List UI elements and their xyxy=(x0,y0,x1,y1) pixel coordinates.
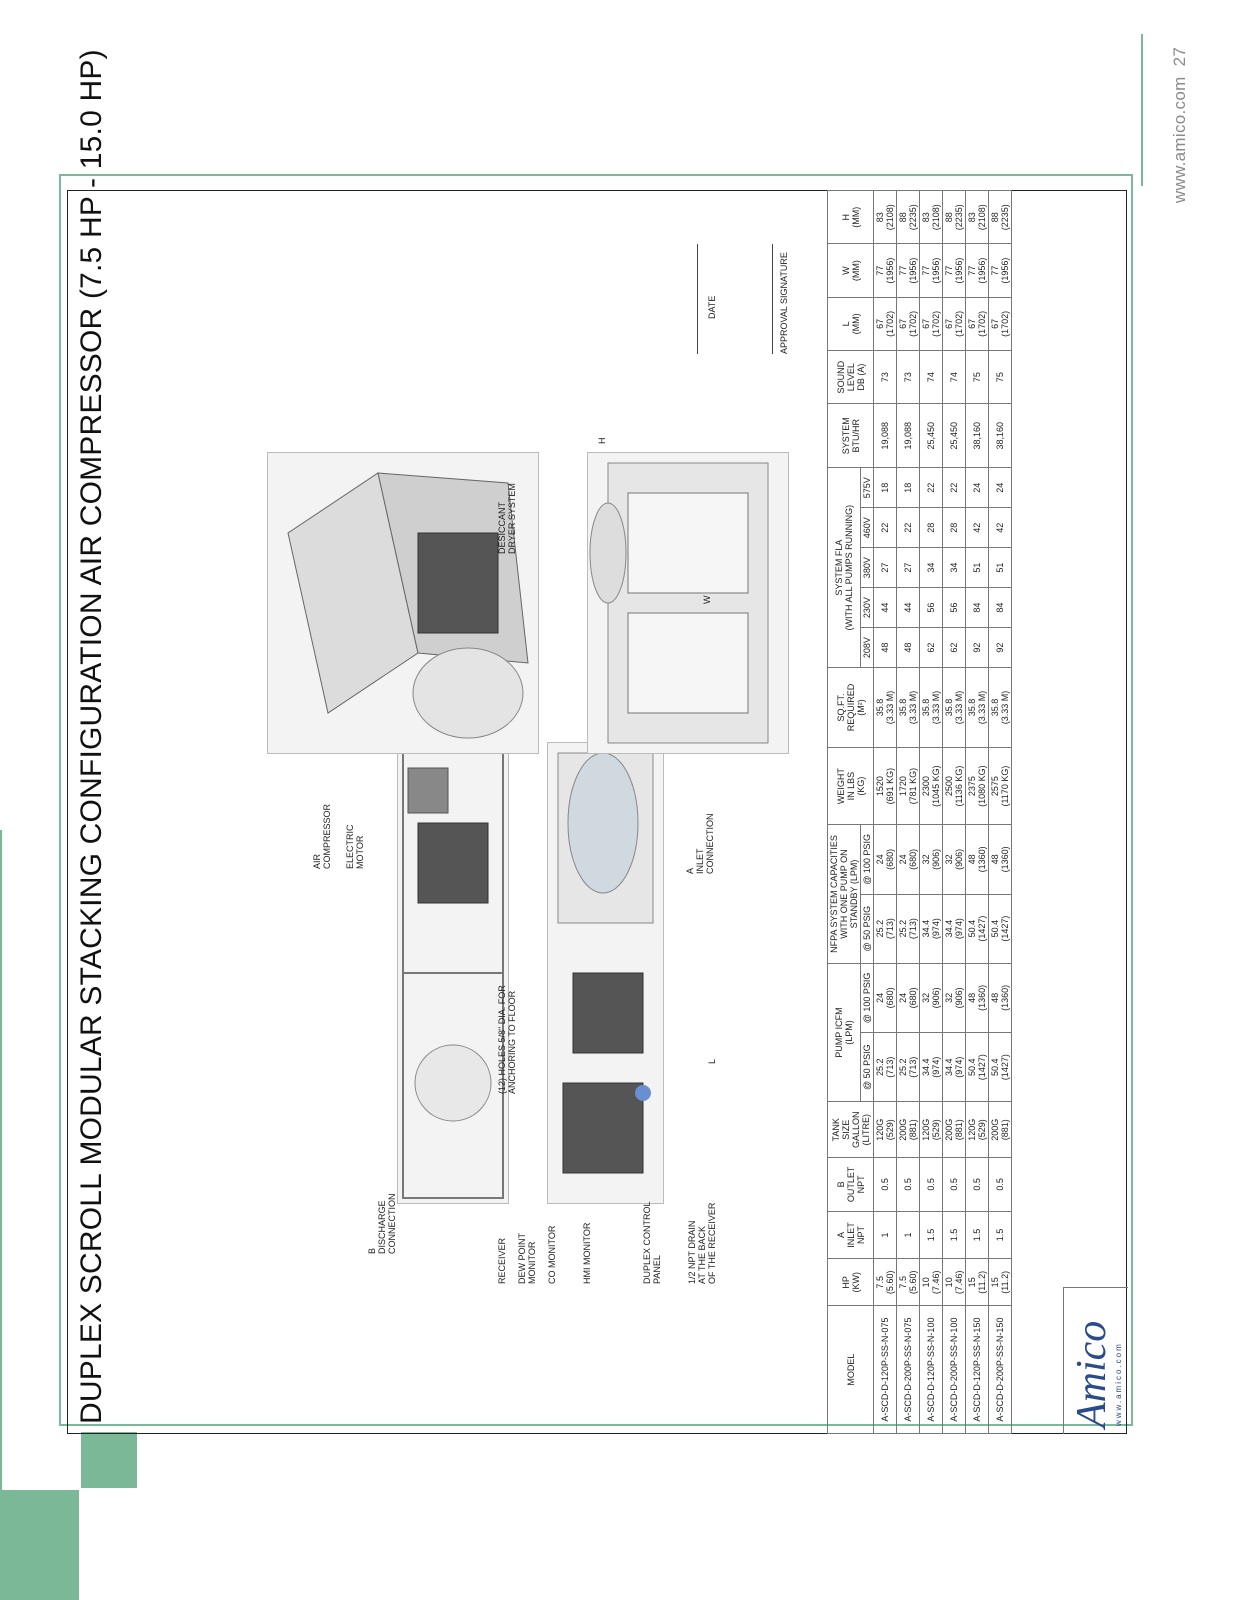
cell-btu: 38,160 xyxy=(989,404,1012,468)
cell-v575: 22 xyxy=(943,468,966,508)
cell-v575: 22 xyxy=(920,468,943,508)
cell-n50: 25.2 (713) xyxy=(897,894,920,963)
cell-v230: 56 xyxy=(943,588,966,628)
cell-v208: 92 xyxy=(966,628,989,668)
cell-v380: 51 xyxy=(966,548,989,588)
cell-inlet: 1.5 xyxy=(920,1211,943,1259)
cell-p100: 48 (1360) xyxy=(966,963,989,1032)
cell-weight: 2575 (1170 KG) xyxy=(989,747,1012,824)
cell-btu: 19,088 xyxy=(874,404,897,468)
cell-p50: 50.4 (1427) xyxy=(989,1033,1012,1102)
th-fla: SYSTEM FLA (WITH ALL PUMPS RUNNING) xyxy=(828,468,861,668)
cell-h: 83 (2108) xyxy=(874,191,897,244)
cell-btu: 19,088 xyxy=(897,404,920,468)
th-nfpa-50: @ 50 PSIG xyxy=(861,894,874,963)
cell-inlet: 1 xyxy=(897,1211,920,1259)
cell-sqft: 35.8 (3.33 M) xyxy=(897,668,920,748)
cell-p100: 48 (1360) xyxy=(989,963,1012,1032)
cell-h: 88 (2235) xyxy=(897,191,920,244)
dimension-l: L xyxy=(707,1058,717,1064)
cell-sqft: 35.8 (3.33 M) xyxy=(920,668,943,748)
cell-w: 77 (1956) xyxy=(874,244,897,297)
drawing-title: DUPLEX SCROLL MODULAR STACKING CONFIGURATION AIR COMPRESSOR (7.5 HP - 15.0 HP) xyxy=(75,49,108,1424)
cell-weight: 2300 (1045 KG) xyxy=(920,747,943,824)
cell-p50: 34.4 (974) xyxy=(920,1033,943,1102)
cell-w: 77 (1956) xyxy=(966,244,989,297)
front-view-drawing xyxy=(397,742,509,1204)
cell-weight: 1520 (691 KG) xyxy=(874,747,897,824)
cell-v208: 62 xyxy=(920,628,943,668)
label-co-monitor: CO MONITOR xyxy=(547,1225,557,1284)
top-right-vertical-rule xyxy=(1141,34,1143,186)
left-vertical-rule xyxy=(0,830,2,1600)
specifications-table-body xyxy=(874,191,1012,1434)
cell-v230: 56 xyxy=(920,588,943,628)
th-hp: HP (KW) xyxy=(828,1259,874,1306)
dimension-h: H xyxy=(597,437,607,444)
decorative-block-small xyxy=(81,1432,137,1488)
cell-model: A-SCD-D-120P-SS-N-075 xyxy=(874,1306,897,1434)
cell-v460: 28 xyxy=(943,508,966,548)
cell-v380: 27 xyxy=(897,548,920,588)
cell-inlet: 1 xyxy=(874,1211,897,1259)
th-pump: PUMP ICFM (LPM) xyxy=(828,963,861,1102)
cell-inlet: 1.5 xyxy=(989,1211,1012,1259)
label-discharge-connection: B DISCHARGE CONNECTION xyxy=(367,1193,397,1254)
table-row xyxy=(897,191,920,1434)
rotated-drawing-sheet xyxy=(67,49,1127,1434)
cell-btu: 25,450 xyxy=(943,404,966,468)
table-row xyxy=(874,191,897,1434)
th-tank: TANK SIZE GALLON (LITRE) xyxy=(828,1102,874,1158)
label-anchor-holes: (12) HOLES 5/8" DIA. FOR ANCHORING TO FLOOR xyxy=(497,985,517,1094)
label-electric-motor: ELECTRIC MOTOR xyxy=(345,824,365,869)
label-drain: 1/2 NPT DRAIN AT THE BACK OF THE RECEIVER xyxy=(687,1202,717,1284)
rear-view-illustration xyxy=(588,453,788,753)
cell-sound: 75 xyxy=(989,351,1012,404)
cell-sound: 73 xyxy=(897,351,920,404)
cell-w: 77 (1956) xyxy=(989,244,1012,297)
cell-p100: 32 (906) xyxy=(920,963,943,1032)
cell-p50: 50.4 (1427) xyxy=(966,1033,989,1102)
cell-sqft: 35.8 (3.33 M) xyxy=(989,668,1012,748)
cell-hp: 7.5 (5.60) xyxy=(897,1259,920,1306)
cell-weight: 1720 (781 KG) xyxy=(897,747,920,824)
th-sqft: SQ.FT. REQUIRED (M²) xyxy=(828,668,874,748)
th-pump-100: @ 100 PSIG xyxy=(861,963,874,1032)
label-air-compressor: AIR COMPRESSOR xyxy=(312,803,332,869)
cell-v460: 22 xyxy=(874,508,897,548)
table-row xyxy=(920,191,943,1434)
label-hmi-monitor: HMI MONITOR xyxy=(582,1222,592,1284)
website-page-header xyxy=(1170,47,1190,203)
decorative-block-large xyxy=(0,1490,79,1600)
cell-n100: 48 (1360) xyxy=(989,825,1012,894)
front-view-illustration xyxy=(398,743,508,1203)
th-model: MODEL xyxy=(828,1306,874,1434)
cell-v575: 24 xyxy=(966,468,989,508)
cell-p100: 24 (680) xyxy=(874,963,897,1032)
cell-model: A-SCD-D-200P-SS-N-150 xyxy=(989,1306,1012,1434)
th-w: W (MM) xyxy=(828,244,874,297)
cell-l: 67 (1702) xyxy=(966,297,989,350)
cell-outlet: 0.5 xyxy=(989,1158,1012,1211)
cell-sound: 74 xyxy=(920,351,943,404)
th-nfpa: NFPA SYSTEM CAPACITIES WITH ONE PUMP ON STANDBY (LPM) xyxy=(828,825,861,964)
cell-l: 67 (1702) xyxy=(989,297,1012,350)
cell-n50: 50.4 (1427) xyxy=(989,894,1012,963)
cell-v575: 24 xyxy=(989,468,1012,508)
label-desiccant-dryer: DESICCANT DRYER SYSTEM xyxy=(497,483,517,554)
cell-n100: 24 (680) xyxy=(897,825,920,894)
cell-hp: 15 (11.2) xyxy=(989,1259,1012,1306)
cell-v460: 28 xyxy=(920,508,943,548)
cell-v380: 27 xyxy=(874,548,897,588)
th-outlet: B OUTLET NPT xyxy=(828,1158,874,1211)
th-weight: WEIGHT IN LBS (KG) xyxy=(828,747,874,824)
amico-logo-url: www.amico.com xyxy=(1114,1342,1123,1426)
cell-n100: 32 (906) xyxy=(920,825,943,894)
table-header-row xyxy=(828,191,861,1434)
cell-v230: 84 xyxy=(966,588,989,628)
cell-v230: 44 xyxy=(874,588,897,628)
th-575v: 575V xyxy=(861,468,874,508)
cell-tank: 120G (529) xyxy=(966,1102,989,1158)
cell-tank: 200G (881) xyxy=(943,1102,966,1158)
cell-outlet: 0.5 xyxy=(966,1158,989,1211)
cell-model: A-SCD-D-200P-SS-N-075 xyxy=(897,1306,920,1434)
cell-tank: 200G (881) xyxy=(897,1102,920,1158)
cell-weight: 2500 (1136 KG) xyxy=(943,747,966,824)
cell-sound: 73 xyxy=(874,351,897,404)
cell-outlet: 0.5 xyxy=(874,1158,897,1211)
cell-sqft: 35.8 (3.33 M) xyxy=(874,668,897,748)
cell-v460: 42 xyxy=(966,508,989,548)
receiver-tank-top xyxy=(415,1045,491,1121)
cell-v208: 92 xyxy=(989,628,1012,668)
table-row xyxy=(943,191,966,1434)
cell-v460: 22 xyxy=(897,508,920,548)
cell-sqft: 35.8 (3.33 M) xyxy=(943,668,966,748)
cell-v380: 34 xyxy=(920,548,943,588)
cell-w: 77 (1956) xyxy=(943,244,966,297)
label-duplex-control-panel: DUPLEX CONTROL PANEL xyxy=(642,1201,662,1284)
cell-p50: 34.4 (974) xyxy=(943,1033,966,1102)
cell-n50: 50.4 (1427) xyxy=(966,894,989,963)
cell-hp: 7.5 (5.60) xyxy=(874,1259,897,1306)
approval-signature-label: APPROVAL SIGNATURE xyxy=(779,252,789,354)
th-230v: 230V xyxy=(861,588,874,628)
cell-h: 83 (2108) xyxy=(966,191,989,244)
cell-v380: 34 xyxy=(943,548,966,588)
cell-model: A-SCD-D-120P-SS-N-100 xyxy=(920,1306,943,1434)
th-pump-50: @ 50 PSIG xyxy=(861,1033,874,1102)
cell-p100: 24 (680) xyxy=(897,963,920,1032)
cell-h: 83 (2108) xyxy=(920,191,943,244)
cell-v575: 18 xyxy=(897,468,920,508)
specifications-table xyxy=(827,190,1012,1434)
cell-w: 77 (1956) xyxy=(920,244,943,297)
cell-btu: 38,160 xyxy=(966,404,989,468)
cell-p50: 25.2 (713) xyxy=(897,1033,920,1102)
table-row xyxy=(966,191,989,1434)
date-label: DATE xyxy=(707,295,717,319)
page-number: 27 xyxy=(1170,46,1189,67)
cell-h: 88 (2235) xyxy=(943,191,966,244)
amico-logo: Amico xyxy=(1069,1320,1115,1428)
rear-view-drawing xyxy=(587,452,789,754)
th-460v: 460V xyxy=(861,508,874,548)
th-l: L (MM) xyxy=(828,297,874,350)
th-btu: SYSTEM BTU/HR xyxy=(828,404,874,468)
cell-sound: 74 xyxy=(943,351,966,404)
cell-hp: 15 (11.2) xyxy=(966,1259,989,1306)
cell-sound: 75 xyxy=(966,351,989,404)
cell-v208: 48 xyxy=(897,628,920,668)
cell-l: 67 (1702) xyxy=(943,297,966,350)
cell-model: A-SCD-D-120P-SS-N-150 xyxy=(966,1306,989,1434)
approval-line xyxy=(772,244,773,354)
th-inlet: A INLET NPT xyxy=(828,1211,874,1259)
cell-tank: 200G (881) xyxy=(989,1102,1012,1158)
cell-n100: 32 (906) xyxy=(943,825,966,894)
cell-tank: 120G (529) xyxy=(920,1102,943,1158)
label-dew-point-monitor: DEW POINT MONITOR xyxy=(517,1233,537,1284)
cell-p50: 25.2 (713) xyxy=(874,1033,897,1102)
cell-l: 67 (1702) xyxy=(920,297,943,350)
cell-h: 88 (2235) xyxy=(989,191,1012,244)
th-380v: 380V xyxy=(861,548,874,588)
table-row xyxy=(989,191,1012,1434)
cell-outlet: 0.5 xyxy=(920,1158,943,1211)
cell-v230: 44 xyxy=(897,588,920,628)
cell-l: 67 (1702) xyxy=(897,297,920,350)
cell-inlet: 1.5 xyxy=(966,1211,989,1259)
cell-tank: 120G (529) xyxy=(874,1102,897,1158)
cell-v208: 48 xyxy=(874,628,897,668)
cell-n100: 24 (680) xyxy=(874,825,897,894)
dimension-w: W xyxy=(702,595,712,604)
cell-l: 67 (1702) xyxy=(874,297,897,350)
cell-outlet: 0.5 xyxy=(943,1158,966,1211)
cell-n50: 25.2 (713) xyxy=(874,894,897,963)
amico-logo-block xyxy=(1063,1287,1128,1434)
cell-n50: 34.4 (974) xyxy=(920,894,943,963)
cell-hp: 10 (7.46) xyxy=(943,1259,966,1306)
label-inlet-connection: A INLET CONNECTION xyxy=(685,813,715,874)
cell-model: A-SCD-D-200P-SS-N-100 xyxy=(943,1306,966,1434)
cell-v575: 18 xyxy=(874,468,897,508)
cell-v208: 62 xyxy=(943,628,966,668)
side-view-drawing xyxy=(547,742,664,1204)
th-sound: SOUND LEVEL DB (A) xyxy=(828,351,874,404)
cell-btu: 25,450 xyxy=(920,404,943,468)
cell-n50: 34.4 (974) xyxy=(943,894,966,963)
side-view-illustration xyxy=(548,743,663,1203)
th-nfpa-100: @ 100 PSIG xyxy=(861,825,874,894)
cell-v230: 84 xyxy=(989,588,1012,628)
th-208v: 208V xyxy=(861,628,874,668)
cell-sqft: 35.8 (3.33 M) xyxy=(966,668,989,748)
date-line xyxy=(697,244,698,354)
label-receiver: RECEIVER xyxy=(497,1237,507,1284)
cell-hp: 10 (7.46) xyxy=(920,1259,943,1306)
cell-n100: 48 (1360) xyxy=(966,825,989,894)
cell-weight: 2375 (1080 KG) xyxy=(966,747,989,824)
cell-v460: 42 xyxy=(989,508,1012,548)
website-url: www.amico.com xyxy=(1170,76,1189,204)
cell-v380: 51 xyxy=(989,548,1012,588)
th-h: H (MM) xyxy=(828,191,874,244)
cell-w: 77 (1956) xyxy=(897,244,920,297)
cell-outlet: 0.5 xyxy=(897,1158,920,1211)
cell-inlet: 1.5 xyxy=(943,1211,966,1259)
cell-p100: 32 (906) xyxy=(943,963,966,1032)
